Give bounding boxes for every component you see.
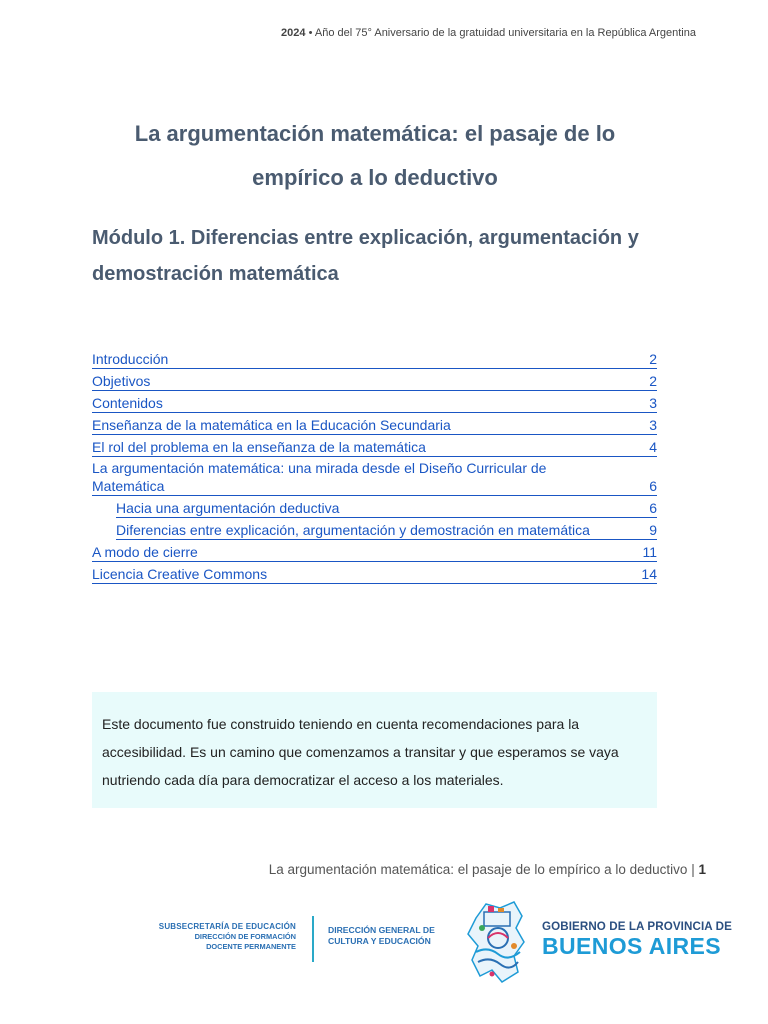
page-footer [269, 862, 706, 877]
header-text: Año del 75° Aniversario de la gratuidad universitaria en la República Argentina [314, 27, 696, 39]
toc-entry-label: Contenidos [92, 395, 163, 411]
toc-entry-page: 6 [649, 500, 657, 516]
toc-entry-page: 2 [649, 373, 657, 389]
footer-page-number: 1 [698, 862, 706, 877]
toc-entry-introduccion[interactable] [92, 348, 657, 369]
accessibility-notice [92, 692, 657, 808]
gobierno-line-2: BUENOS AIRES [542, 933, 722, 959]
toc-entry-label: Objetivos [92, 373, 151, 389]
province-emblem-icon [462, 898, 534, 984]
toc-entry-label-line-1: La argumentación matemática: una mirada desde el Diseño Curricular de [92, 460, 547, 476]
header-year: 2024 [281, 27, 306, 39]
header-bullet: • [308, 27, 313, 39]
toc-entry-page: 3 [649, 395, 657, 411]
toc-entry-page: 4 [649, 439, 657, 455]
toc-entry-label: Enseñanza de la matemática en la Educación Secundaria [92, 417, 451, 433]
toc-entry-page: 2 [649, 351, 657, 367]
document-title-line-1: La argumentación matemática: el pasaje de lo [134, 121, 616, 146]
toc-entry-ensenanza[interactable] [92, 414, 657, 435]
subsecretaria-logo-text [150, 922, 296, 952]
toc-entry-licencia[interactable] [92, 563, 657, 584]
toc-entry-argumentacion-diseno[interactable] [92, 458, 657, 496]
subsecretaria-line-3: DOCENTE PERMANENTE [206, 942, 296, 951]
footer-separator: | [691, 862, 695, 877]
toc-entry-label: A modo de cierre [92, 544, 198, 560]
direccion-line-1: DIRECCIÓN GENERAL DE [328, 925, 435, 935]
toc-entry-label: Diferencias entre explicación, argumentación y demostración en matemática [116, 522, 590, 538]
toc-entry-page: 3 [649, 417, 657, 433]
toc-entry-label [92, 459, 546, 495]
institutional-logos [150, 898, 740, 988]
toc-entry-rol-problema[interactable] [92, 436, 657, 457]
toc-entry-label: Licencia Creative Commons [92, 566, 268, 582]
header-note [281, 27, 696, 39]
toc-entry-label: Hacia una argumentación deductiva [116, 500, 340, 516]
gobierno-logo-text [542, 920, 732, 959]
document-title [92, 112, 658, 200]
gobierno-line-1: GOBIERNO DE LA PROVINCIA DE [542, 920, 732, 933]
toc-entry-label-line-2: Matemática [92, 478, 165, 494]
direccion-line-2: CULTURA Y EDUCACIÓN [328, 936, 431, 946]
subsecretaria-line-2: DIRECCIÓN DE FORMACIÓN [194, 932, 296, 941]
subsecretaria-line-1: SUBSECRETARÍA DE EDUCACIÓN [158, 922, 296, 931]
module-title-line-1: Módulo 1. Diferencias entre explicación, argumentación y [92, 227, 639, 249]
toc-entry-diferencias[interactable] [116, 519, 657, 540]
document-title-line-2: empírico a lo deductivo [252, 165, 498, 190]
toc-entry-page: 11 [642, 544, 657, 560]
toc-entry-objetivos[interactable] [92, 370, 657, 391]
footer-running-title: La argumentación matemática: el pasaje de lo empírico a lo deductivo [268, 862, 688, 877]
module-title-line-2: demostración matemática [92, 263, 339, 285]
direccion-general-logo-text [328, 925, 435, 947]
toc-entry-page: 14 [641, 566, 657, 582]
toc-entry-contenidos[interactable] [92, 392, 657, 413]
toc-entry-page: 9 [649, 522, 657, 538]
logo-divider [312, 916, 314, 962]
toc-entry-cierre[interactable] [92, 541, 657, 562]
module-title [92, 220, 682, 292]
toc-entry-label: Introducción [92, 351, 169, 367]
toc-entry-page: 6 [649, 478, 657, 494]
table-of-contents [92, 348, 657, 585]
toc-entry-argumentacion-deductiva[interactable] [116, 497, 657, 518]
toc-entry-label: El rol del problema en la enseñanza de la matemática [92, 439, 426, 455]
accessibility-notice-text: Este documento fue construido teniendo en cuenta recomendaciones para la accesibilidad. Es un camino que comenzamos a transitar y que esperamos se vaya nutriendo cada día para democratizar el acceso a los materiales. [102, 716, 619, 788]
